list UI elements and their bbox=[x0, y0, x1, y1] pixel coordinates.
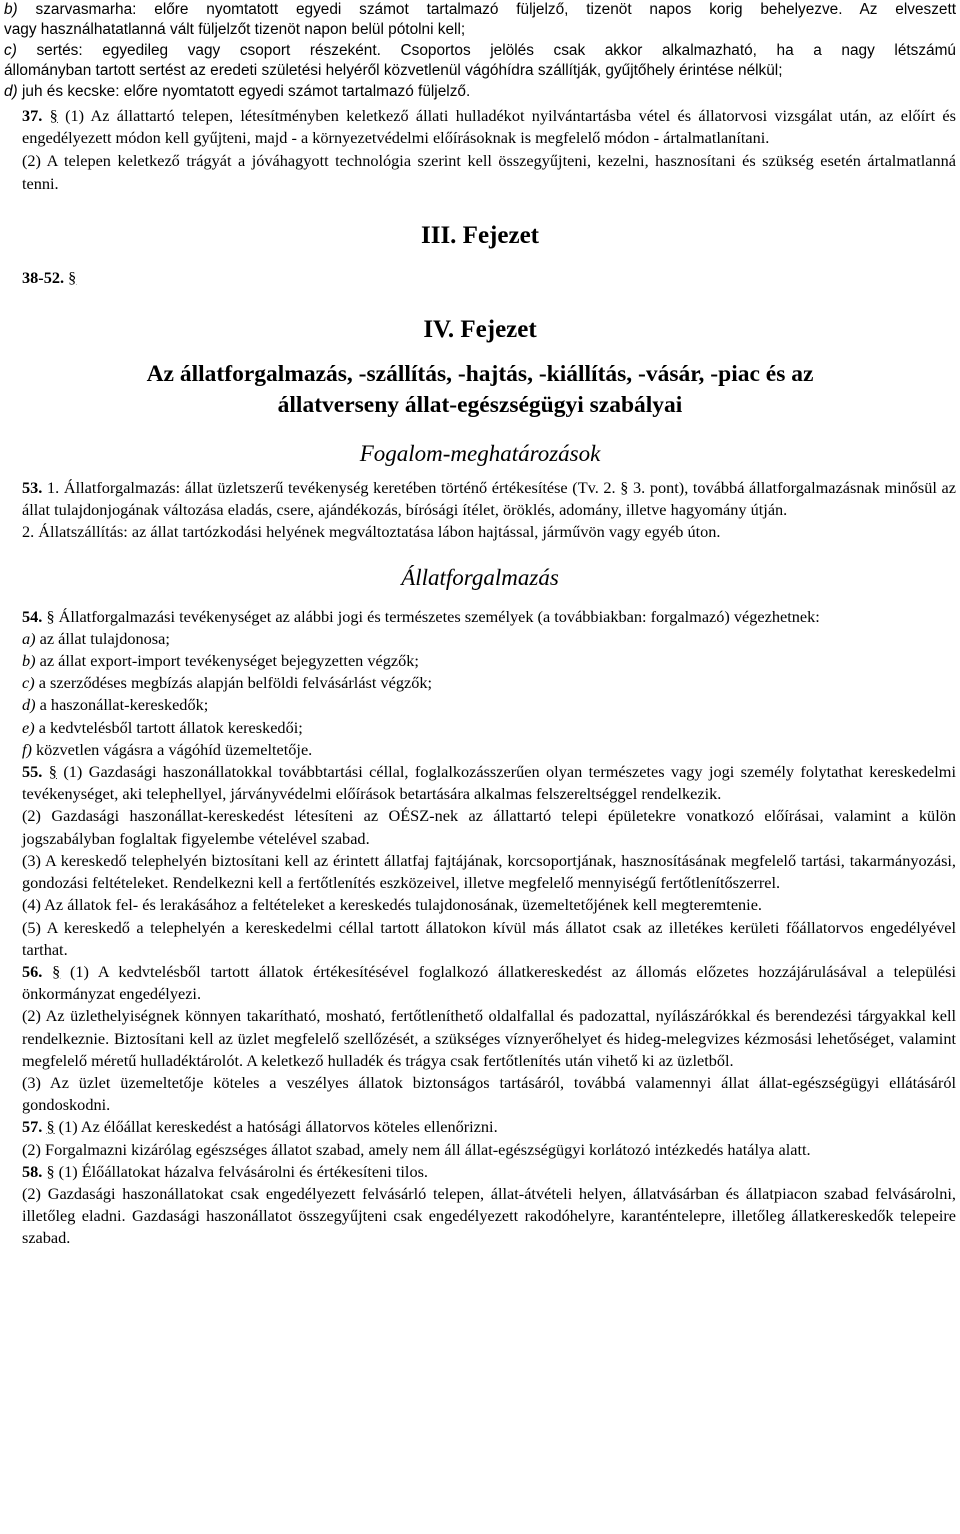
section-sign-link[interactable]: § bbox=[46, 1117, 55, 1137]
chapter-title bbox=[4, 359, 956, 421]
section-58-p2: (2) Gazdasági haszonállatokat csak engedélyezett felvásárló telepen, állat-átvételi helyen, állatvásárban és állatpiacon szabad felvásárolni, illetőleg eladni. Gazdasági haszonállatot összegyűjteni csak engedélyezett rakodóhelyre, karanténtelepre, illetőleg állatkereskedők telepeire szabad. bbox=[22, 1183, 956, 1248]
paragraph-text: (1) Az állattartó telepen, létesítményben keletkező állati hulladékot nyilvántartásba vétel és állatorvosi vizsgálat után, az előírt és engedélyezett módon kell gyűjteni, majd - a környezetvédelmi előírásoknak is megfelelő módon - ártalmatlanítani. bbox=[22, 106, 956, 148]
item-label: d) bbox=[4, 82, 18, 100]
section-53-p1 bbox=[4, 477, 956, 521]
subheading-definitions: Fogalom-meghatározások bbox=[359, 441, 601, 467]
section-56-p1 bbox=[4, 961, 956, 1005]
section-57-p1 bbox=[4, 1116, 956, 1138]
item-text: sertés: egyedileg vagy csoport részeként. Csoportos jelölés csak akkor alkalmazható, ha a nagy létszámú bbox=[36, 41, 956, 59]
item-d bbox=[4, 82, 956, 102]
section-55 bbox=[4, 761, 956, 961]
section-56-p3: (3) Az üzlet üzemeltetője köteles a veszélyes állatok biztonságos tartásáról, továbbá valamennyi állat állat-egészségügyi ellátásáról gondoskodni. bbox=[22, 1072, 956, 1115]
section-number: 55. bbox=[22, 762, 43, 782]
paragraph-text: Állatforgalmazási tevékenységet az alábbi jogi és természetes személyek (a továbbiakban: forgalmazó) végezhetnek: bbox=[58, 606, 820, 626]
item-text: szarvasmarha: előre nyomtatott egyedi számot tartalmazó füljelző, tizenöt napos korig behelyezve. Az elveszett bbox=[35, 1, 956, 18]
section-37 bbox=[4, 105, 956, 195]
paragraph-text: 1. Állatforgalmazás: állat üzletszerű tevékenység keretében történő értékesítése (Tv. 2. § 3. pont), továbbá állatforgalmazásnak minősül az állat tulajdonjogának változása eladás, csere, ajándékozás, bírósági ítélet, öröklés, adomány, illetve hagyomány útján. bbox=[22, 478, 956, 520]
section-58 bbox=[4, 1161, 956, 1250]
paragraph-text: (1) Élőállatokat házalva felvásárolni és értékesíteni tilos. bbox=[58, 1161, 429, 1181]
section-sign-link[interactable]: § bbox=[46, 606, 55, 626]
item-c-line2: állományban tartott sertést az eredeti születési helyéről közvetlenül vágóhídra szállítják, gyűjtőhely érintése nélkül; bbox=[4, 62, 783, 80]
section-38-52 bbox=[4, 267, 956, 289]
section-58-p1 bbox=[4, 1161, 956, 1183]
item-text: közvetlen vágásra a vágóhíd üzemeltetője. bbox=[36, 739, 313, 759]
section-55-p5: (5) A kereskedő a telephelyén a kereskedelmi céllal tartott állatokon kívül más állatot csak az illetékes kerületi főállatorvos engedélyével tarthat. bbox=[22, 917, 956, 959]
section-57 bbox=[4, 1116, 956, 1160]
subheading-forgalmazas: Állatforgalmazás bbox=[401, 564, 559, 590]
section-54 bbox=[4, 606, 956, 761]
item-text: az állat tulajdonosa; bbox=[39, 628, 170, 648]
item-label: d) bbox=[22, 695, 36, 715]
section-sign-link[interactable]: § bbox=[46, 1161, 55, 1181]
section-number: 58. bbox=[22, 1161, 43, 1181]
section-sign-link[interactable]: § bbox=[49, 106, 58, 126]
section-53-p2: 2. Állatszállítás: az állat tartózkodási helyének megváltoztatása lábon hajtással, járművön vagy egyéb úton. bbox=[22, 522, 721, 542]
item-text: a kedvtelésből tartott állatok kereskedői; bbox=[38, 717, 303, 737]
item-b-line1 bbox=[4, 0, 956, 20]
section-number: 38-52. bbox=[22, 267, 65, 287]
item-text: az állat export-import tevékenységet bejegyzetten végzők; bbox=[39, 651, 419, 671]
list-item bbox=[4, 739, 956, 761]
item-c-line1 bbox=[4, 41, 956, 61]
item-label: c) bbox=[4, 41, 17, 59]
item-label: f) bbox=[22, 739, 32, 759]
section-number: 54. bbox=[22, 606, 43, 626]
list-item bbox=[4, 672, 956, 694]
section-57-p2: (2) Forgalmazni kizárólag egészséges állatot szabad, amely nem áll állat-egészségügyi korlátozó intézkedés hatálya alatt. bbox=[22, 1139, 811, 1159]
section-55-p2: (2) Gazdasági haszonállat-kereskedést létesíteni az OÉSZ-nek az állattartó telepi épületekre vonatkozó előírásai, valamint a külön jogszabályban foglaltak figyelembe vételével szabad. bbox=[22, 806, 956, 848]
item-label: b) bbox=[4, 1, 18, 18]
section-sign-link[interactable]: § bbox=[48, 762, 57, 782]
item-b-line2: vagy használhatatlanná vált füljelzőt tizenöt napon belül pótolni kell; bbox=[4, 21, 466, 39]
chapter-3-heading: III. Fejezet bbox=[421, 221, 539, 249]
section-sign-link[interactable]: § bbox=[52, 961, 61, 981]
section-53 bbox=[4, 477, 956, 544]
section-number: 56. bbox=[22, 961, 43, 981]
item-text: a szerződéses megbízás alapján belföldi felvásárlást végzők; bbox=[38, 673, 433, 693]
section-55-p1 bbox=[4, 761, 956, 805]
chapter-title-line1: Az állatforgalmazás, -szállítás, -hajtás, -kiállítás, -vásár, -piac és az bbox=[146, 361, 814, 388]
chapter-4-heading: IV. Fejezet bbox=[423, 316, 537, 344]
list-item bbox=[4, 717, 956, 739]
section-sign-link[interactable]: § bbox=[68, 267, 77, 287]
paragraph-text: (1) A kedvtelésből tartott állatok értékesítésével foglalkozó állatkereskedést az állomás előzetes hozzájárulásával a települési önkormányzat engedélyezi. bbox=[22, 961, 957, 1004]
chapter-title-line2: állatverseny állat-egészségügyi szabályai bbox=[277, 392, 683, 419]
list-item bbox=[4, 694, 956, 716]
top-list bbox=[4, 0, 956, 102]
item-text: a haszonállat-kereskedők; bbox=[39, 695, 209, 715]
list-item bbox=[4, 650, 956, 672]
section-55-p3: (3) A kereskedő telephelyén biztosítani kell az érintett állatfaj fajtájának, korcsoportjának, hasznosításának megfelelő tartási, takarmányozási, gondozási feltételeket. Rendelkezni kell a fertőtlenítés eszközeivel, illetve megfelelő mennyiségű fertőtlenítőszerrel. bbox=[22, 850, 956, 893]
section-55-p4: (4) Az állatok fel- és lerakásához a feltételeket a kereskedés tulajdonosának, üzemeltetőjének kell megteremtenie. bbox=[22, 895, 763, 915]
section-number: 57. bbox=[22, 1117, 43, 1137]
list-item bbox=[4, 628, 956, 650]
paragraph-text: (1) Gazdasági haszonállatokkal továbbtartási céllal, foglalkozásszerűen olyan természetes vagy jogi személy folytathat kereskedelmi tevékenységet, aki telephellyel, járványvédelmi előírások betartására alkalmas felszereltséggel rendelkezik. bbox=[22, 762, 956, 804]
item-label: e) bbox=[22, 717, 35, 737]
section-number: 53. bbox=[22, 478, 43, 498]
section-54-intro bbox=[4, 606, 956, 628]
item-label: c) bbox=[22, 673, 35, 693]
section-56-p2: (2) Az üzlethelyiségnek könnyen takarítható, mosható, fertőtleníthető oldalfallal és padozattal, nyílászárókkal és berendezési tárgyakkal kell rendelkeznie. Biztosítani kell az üzlet megfelelő szellőzését, a szükséges víznyerőhelyet és hideg-melegvizes kézmosási lehetőséget, valamint megfelelő méretű hulladéktárolót. A keletkező hulladék és trágya csak fertőtlenítés után vihető ki az üzletből. bbox=[22, 1006, 956, 1070]
section-56 bbox=[4, 961, 956, 1116]
section-37-p2: (2) A telepen keletkező trágyát a jóváhagyott technológia szerint kell összegyűjteni, kezelni, hasznosítani és szükség esetén ártalmatlanná tenni. bbox=[22, 151, 956, 193]
item-label: a) bbox=[22, 628, 36, 648]
item-text: juh és kecske: előre nyomtatott egyedi számot tartalmazó füljelző. bbox=[21, 82, 471, 100]
section-number: 37. bbox=[22, 106, 43, 126]
section-37-p1 bbox=[4, 105, 956, 149]
item-label: b) bbox=[22, 651, 36, 671]
paragraph-text: (1) Az élőállat kereskedést a hatósági állatorvos köteles ellenőrizni. bbox=[58, 1117, 498, 1137]
